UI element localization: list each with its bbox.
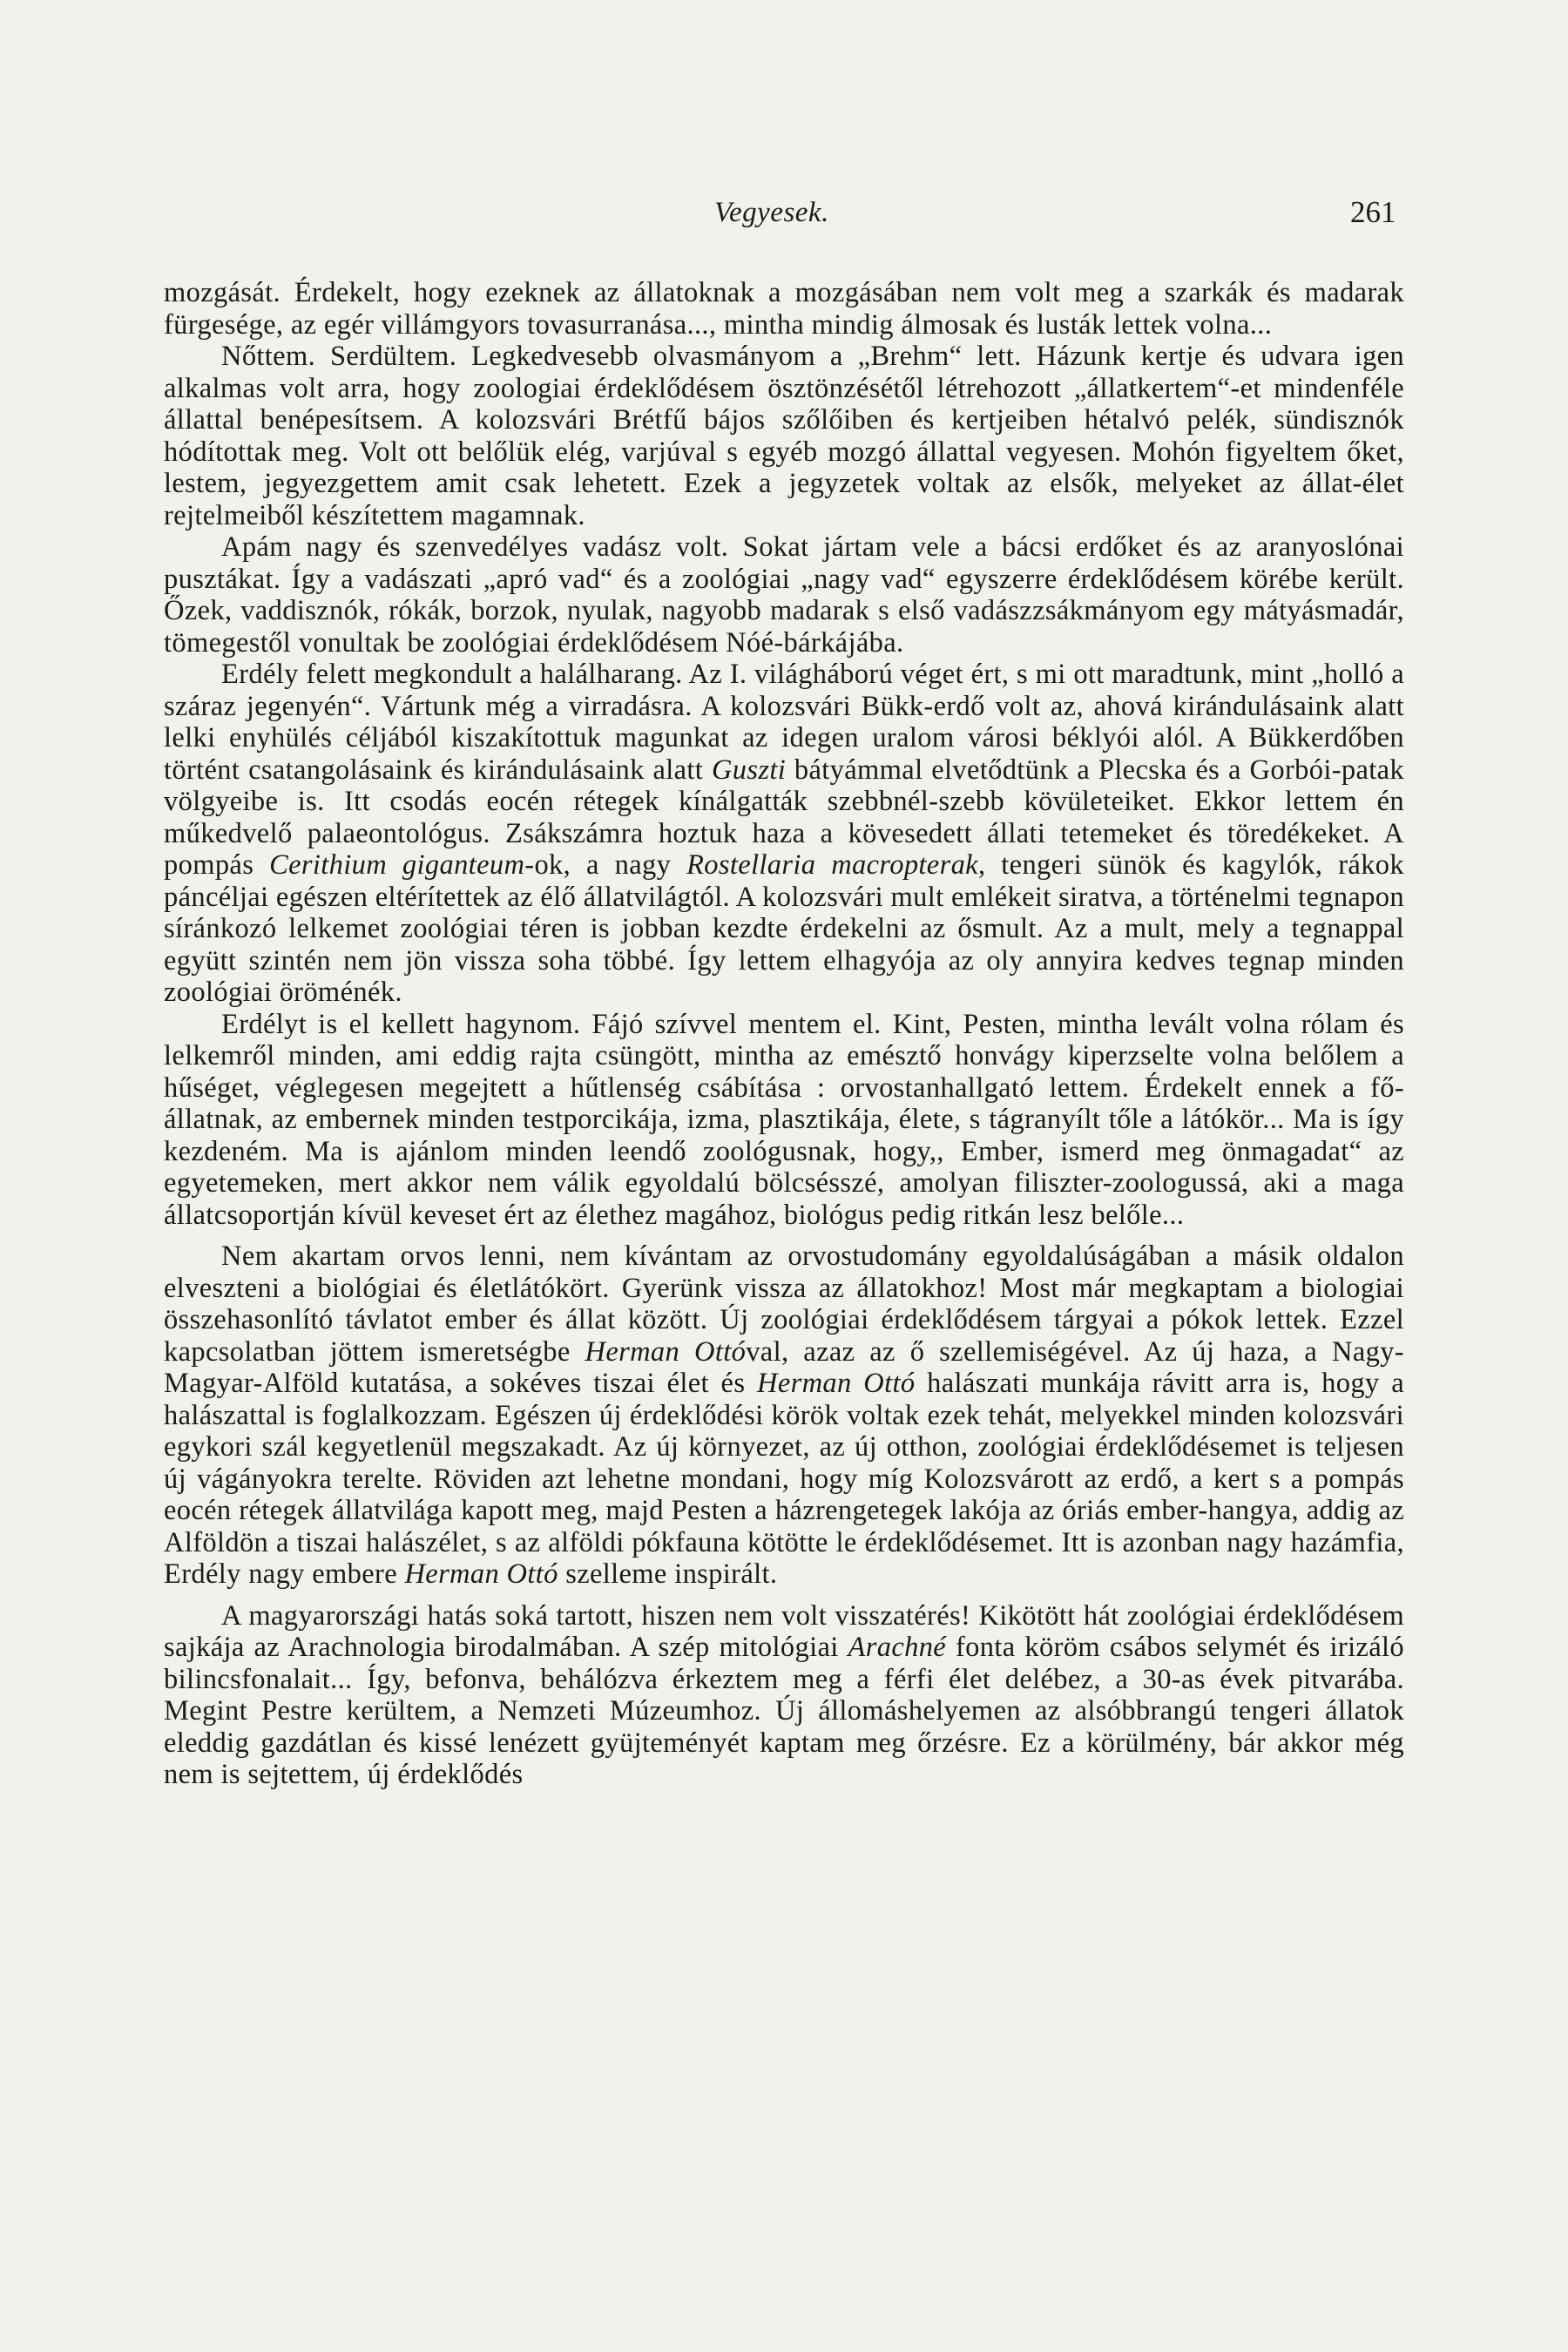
paragraph: mozgását. Érdekelt, hogy ezeknek az állatoknak a mozgásában nem volt meg a szarkák és madarak fürgesége, az egér villámgyors tovasurranása..., mintha mindig álmosak és lusták lettek volna... bbox=[164, 277, 1404, 341]
text-run: A magyarországi hatás soká tartott, hiszen nem volt visszatérés! Kikötött hát zoológiai érdeklődésem sajkája az Arachnologia birodalmában. A szép mitológiai bbox=[164, 1599, 1404, 1663]
paragraph bbox=[164, 1600, 1404, 1791]
text-run: bátyámmal elvetődtünk a Plecska és a Gorbói-patak völgyeibe is. Itt csodás eocén rétegek kínálgatták szebbnél-szebb kövületeiket. Ekkor lettem én műkedvelő palaeontológus. Zsákszámra hoztuk haza a kövesedett állati tetemeket és töredékeket. A pompás bbox=[164, 754, 1404, 881]
italic-taxon: Cerithium giganteum bbox=[269, 849, 525, 881]
text-run: fonta köröm csábos selymét és irizáló bilincsfonalait... Így, befonva, behálózva érkeztem meg a férfi élet delébez, a 30-as évek pitvarába. Megint Pestre kerültem, a Nemzeti Múzeumhoz. Új állomáshelyemen az alsóbbrangú tengeri állatok eleddig gazdátlan és kissé lenézett gyüjteményét kaptam meg őrzésre. Ez a körülmény, bár akkor még nem is sejtettem, új érdeklődés bbox=[164, 1632, 1404, 1790]
italic-name: Guszti bbox=[711, 754, 787, 786]
running-title: Vegyesek. bbox=[714, 197, 829, 228]
paragraph: Nőttem. Serdültem. Legkedvesebb olvasmányom a „Brehm“ lett. Házunk kertje és udvara igen alkalmas volt arra, hogy zoologiai érdeklődésem ösztönzésétől létrehozott „állatkertem“-et mindenféle állattal benépesítsem. A kolozsvári Brétfű bájos szőlőiben és kertjeiben hétalvó pelék, sündisznók hódítottak meg. Volt ott belőlük elég, varjúval s egyéb mozgó állattal vegyesen. Mohón figyeltem őket, lestem, jegyezgettem amit csak lehetett. Ezek a jegyzetek voltak az elsők, melyeket az állat-élet rejtelmeiből készítettem magamnak. bbox=[164, 341, 1404, 531]
italic-name: Herman Ottó bbox=[404, 1558, 558, 1590]
body-text bbox=[164, 277, 1404, 1791]
text-run: szelleme inspirált. bbox=[558, 1558, 778, 1590]
page-number: 261 bbox=[1350, 195, 1396, 229]
text-run: , tengeri sünök és kagylók, rákok páncéljai egészen eltérítettek az élő állatvilágtól. A kolozsvári mult emlékeit siratva, a történelmi tegnapon síránkozó lelkemet zoológiai téren is jobban kezdte érdekelni az ősmult. Az a mult, mely a tegnappal együtt szintén nem jön vissza soha többé. Így lettem elhagyója az oly annyira kedves tegnap minden zoológiai öröménék. bbox=[164, 849, 1404, 1008]
italic-name: Herman Ottó bbox=[757, 1368, 916, 1399]
paragraph: Apám nagy és szenvedélyes vadász volt. Sokat jártam vele a bácsi erdőket és az aranyoslónai pusztákat. Így a vadászati „apró vad“ és a zoológiai „nagy vad“ egyszerre érdeklődésem körébe került. Őzek, vaddisznók, rókák, borzok, nyulak, nagyobb madarak s első vadászzsákmányom egy mátyásmadár, tömegestől vonultak be zoológiai érdeklődésem Nóé-bárkájába. bbox=[164, 531, 1404, 659]
text-run: Erdély felett megkondult a halálharang. Az I. világháború véget ért, s mi ott maradtunk, mint „holló a száraz jegenyén“. Vártunk még a virradásra. A kolozsvári Bükk-erdő volt az, ahová kirándulásaink alatt lelki enyhülés céljából kiszakítottuk magunkat az idegen uralom városi béklyói alól. A Bükkerdőben történt csatangolásaink és kirándulásaink alatt bbox=[164, 659, 1404, 786]
paragraph bbox=[164, 1240, 1404, 1591]
text-run: -ok, a nagy bbox=[524, 849, 687, 881]
paragraph bbox=[164, 659, 1404, 1009]
paragraph: Erdélyt is el kellett hagynom. Fájó szívvel mentem el. Kint, Pesten, mintha levált volna rólam és lelkemről minden, ami eddig rajta csüngött, mintha az emésztő honvágy kiperzselte volna belőlem a hűséget, véglegesen megejtett a hűtlenség csábítása : orvostanhallgató lettem. Érdekelt ennek a fő-állatnak, az embernek minden testporcikája, izma, plasztikája, élete, s tágranyílt tőle a látókör... Ma is így kezdeném. Ma is ajánlom minden leendő zoológusnak, hogy,, Ember, ismerd meg önmagadat“ az egyetemeken, mert akkor nem válik egyoldalú bölcsésszé, amolyan filiszter-zoologussá, aki a maga állatcsoportján kívül keveset ért az élethez magához, biológus pedig ritkán lesz belőle... bbox=[164, 1008, 1404, 1231]
italic-name: Herman Ottó bbox=[585, 1335, 747, 1368]
italic-name: Arachné bbox=[848, 1632, 947, 1663]
text-run: Nem akartam orvos lenni, nem kívántam az orvostudomány egyoldalúságában a másik oldalon elveszteni a biológiai és életlátókört. Gyerünk vissza az állatokhoz! Most már megkaptam a biologiai összehasonlító távlatot ember és állat között. Új zoológiai érdeklődésem tárgyai a pókok lettek. Ezzel kapcsolatban jöttem ismeretségbe bbox=[164, 1240, 1404, 1368]
text-run: val, azaz az ő szellemiségével. Az új haza, a Nagy-Magyar-Alföld kutatása, a sokéves tiszai élet és bbox=[164, 1335, 1404, 1399]
italic-taxon: Rostellaria macropterak bbox=[686, 849, 978, 881]
text-run: halászati munkája rávitt arra is, hogy a halászattal is foglalkozzam. Egészen új érdeklődési körök voltak ezek tehát, melyekkel minden kolozsvári egykori szál kegyetlenül megszakadt. Az új környezet, az új otthon, zoológiai érdeklődésemet is teljesen új vágányokra terelte. Röviden azt lehetne mondani, hogy míg Kolozsvárott az erdő, a kert s a pompás eocén rétegek állatvilága kapott meg, majd Pesten a házrengetegek lakója az óriás ember-hangya, addig az Alföldön a tiszai halászélet, s az alföldi pókfauna kötötte le érdeklődésemet. Itt is azonban nagy hazámfia, Erdély nagy embere bbox=[164, 1368, 1404, 1590]
